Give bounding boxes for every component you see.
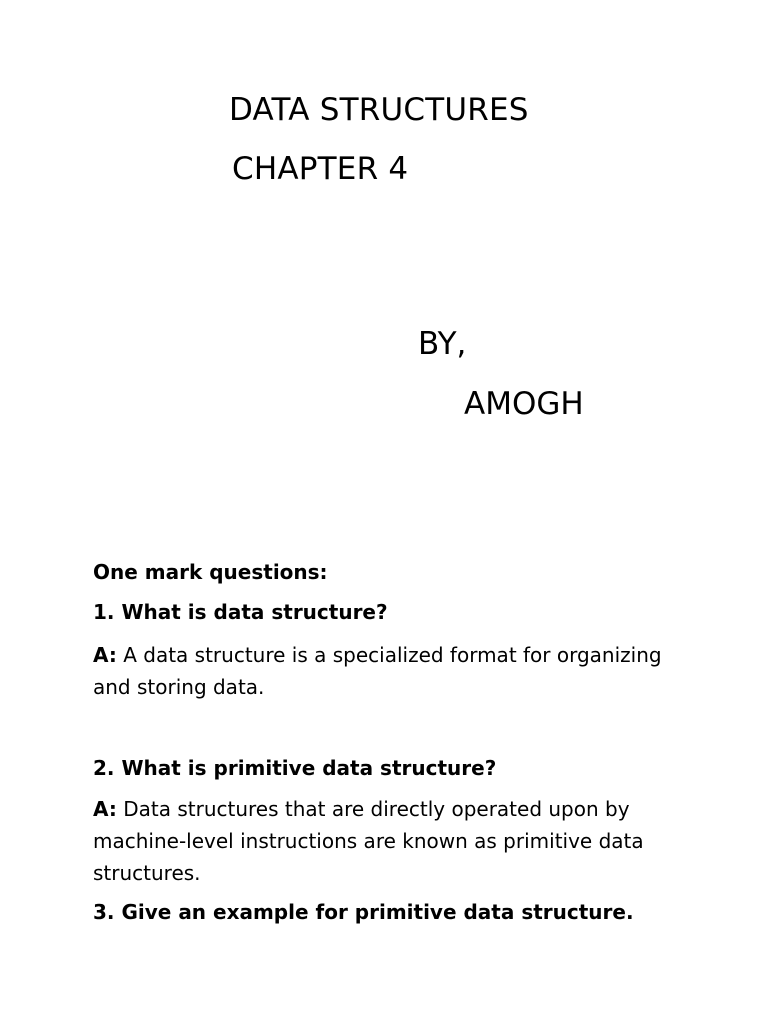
author-name: AMOGH <box>464 386 584 422</box>
answer-1-label: A: <box>93 643 117 667</box>
question-2: 2. What is primitive data structure? <box>93 756 497 780</box>
section-heading: One mark questions: <box>93 560 328 584</box>
answer-2-label: A: <box>93 797 117 821</box>
by-label: BY, <box>418 326 467 362</box>
question-3: 3. Give an example for primitive data structure. <box>93 900 634 924</box>
document-title-line1: DATA STRUCTURES <box>229 92 529 128</box>
answer-1-text: A data structure is a specialized format for organizing and storing data. <box>93 643 662 699</box>
answer-1 <box>93 639 693 703</box>
document-title-line2: CHAPTER 4 <box>232 151 409 187</box>
answer-2 <box>93 793 693 889</box>
question-1: 1. What is data structure? <box>93 600 388 624</box>
answer-2-text: Data structures that are directly operated upon by machine-level instructions are known as primitive data structures. <box>93 797 644 885</box>
